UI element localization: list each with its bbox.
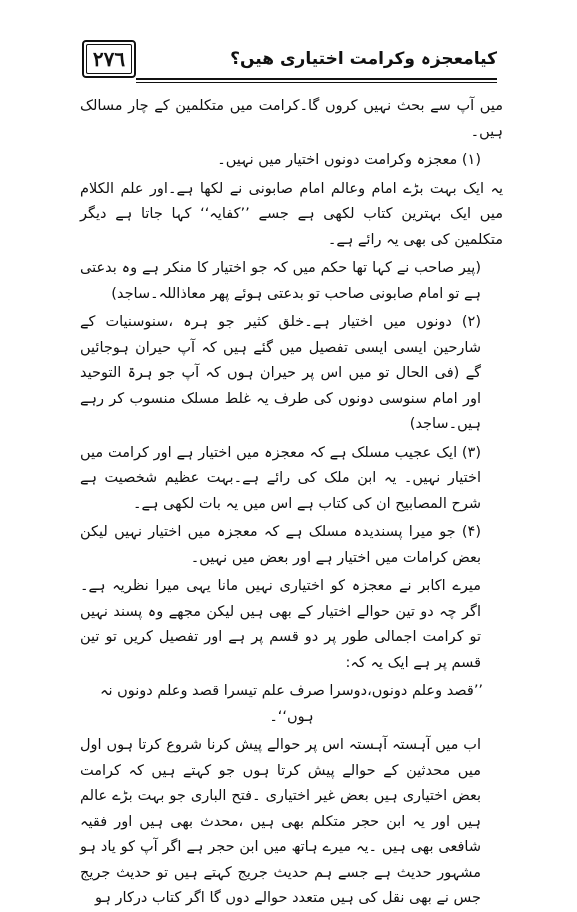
running-title: کیامعجزہ وکرامت اختیاری ھیں؟ bbox=[230, 49, 497, 69]
quoted-line: ’’قصد وعلم دونوں،دوسرا صرف علم تیسرا قصد وعلم دونوں نہ ہوں‘‘۔ bbox=[99, 683, 484, 725]
page-header bbox=[68, 40, 497, 84]
paragraph: (پیر صاحب نے کہا تھا حکم میں کہ جو اختیار کا منکر ہے وہ بدعتی ہے تو امام صابونی صاحب تو بدعتی ہوئے پھر معاذاللہ۔ساجد) bbox=[80, 260, 481, 302]
paragraph: میرے اکابر نے معجزہ کو اختیاری نہیں مانا یہی میرا نظریہ ہے۔ اگر چہ دو تین حوالے اختیار کے بھی ہیں لیکن مجھے وہ پسند نہیں تو کرامت اجمالی طور پر دو قسم پر ہے اور تفصیل کریں تو تین قسم پر ہے ایک یہ کہ: bbox=[80, 578, 481, 671]
paragraph: میں آپ سے بحث نہیں کروں گا۔کرامت میں متکلمین کے چار مسالک ہیں۔ bbox=[80, 98, 503, 140]
header-rule bbox=[136, 78, 497, 80]
paragraph: اب میں آہستہ آہستہ اس پر حوالے پیش کرنا شروع کرتا ہوں اول میں محدثین کے حوالے پیش کرتا ہوں جو کہتے ہیں کہ کرامت بعض اختیاری ہیں بعض غیر اختیاری ۔فتح الباری جو بہت بڑے عالم ہیں اور یہ ابن حجر متکلم بھی ہیں ،محدث بھی ہیں اور فقیہ شافعی بھی ہیں ۔یہ میرے ہاتھ میں ابن حجر ہے اگر آپ کو یاد ہو مشہور حدیث ہے جسے ہم حدیث جریج کہتے ہیں تو حدیث جریج جس نے بھی نقل کی ہیں متعدد حوالے دوں گا اگر کتاب درکار ہو bbox=[80, 737, 481, 906]
paragraph: (۲) دونوں میں اختیار ہے۔خلق کثیر جو ہرہ ،سنوسنیات کے شارحین ایسی ایسی تفصیل میں گئے ہیں کہ آپ حیران ہوجائیں گے (فی الحال تو میں اس پر حیران ہوں کہ آپ جو ہرۃ التوحید اور امام سنوسی دونوں کی طرف یہ غلط مسلک منسوب کر رہے ہیں۔ساجد) bbox=[80, 314, 481, 432]
page-number: ۲۷٦ bbox=[82, 40, 136, 78]
paragraph: یہ ایک بہت بڑے امام وعالم امام صابونی نے لکھا ہے۔اور علم الکلام میں ایک بہترین کتاب لکھی ہے جسے ’’کفایہ‘‘ کہا جاتا ہے دیگر متکلمین کی بھی یہ رائے ہے۔ bbox=[80, 180, 503, 248]
paragraph: (۱) معجزہ وکرامت دونوں اختیار میں نہیں۔ bbox=[217, 152, 481, 168]
paragraph: (۳) ایک عجیب مسلک ہے کہ معجزہ میں اختیار ہے اور کرامت میں اختیار نہیں۔ یہ ابن ملک کی رائے ہے۔بہت عظیم شخصیت ہے شرح المصابیح ان کی کتاب ہے اس میں یہ بات لکھی ہے۔ bbox=[80, 444, 481, 512]
paragraph: (۴) جو میرا پسندیدہ مسلک ہے کہ معجزہ میں اختیار نہیں لیکن بعض کرامات میں اختیار ہے اور بعض میں نہیں۔ bbox=[80, 524, 481, 566]
body-text bbox=[80, 94, 503, 906]
